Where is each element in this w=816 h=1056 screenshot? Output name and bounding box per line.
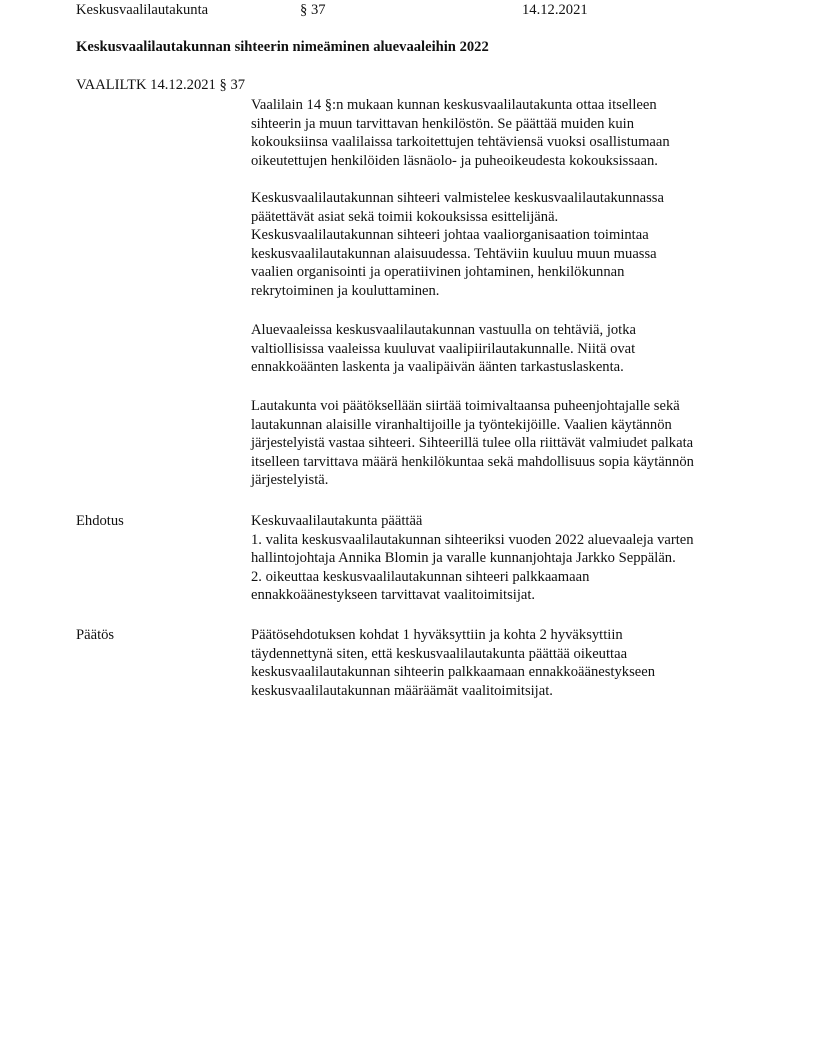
text-line: päätettävät asiat sekä toimii kokouksissa esittelijänä. <box>251 208 559 225</box>
body-paragraph-1 <box>251 96 670 170</box>
header-section: § 37 <box>300 2 326 18</box>
text-line: Päätösehdotuksen kohdat 1 hyväksyttiin ja kohta 2 hyväksyttiin <box>251 627 623 643</box>
text-line: Lautakunta voi päätöksellään siirtää toimivaltaansa puheenjohtajalle sekä <box>251 398 680 414</box>
meeting-reference: VAALILTK 14.12.2021 § 37 <box>76 77 246 93</box>
decision-label: Päätös <box>76 627 115 643</box>
text-line: rekrytoiminen ja kouluttaminen. <box>251 282 440 299</box>
text-line: keskusvaalilautakunnan alaisuudessa. Tehtäviin kuuluu muun muassa <box>251 245 657 262</box>
text-line: keskusvaalilautakunnan sihteerin palkkaamaan ennakkoäänestykseen <box>251 664 656 680</box>
text-line: hallintojohtaja Annika Blomin ja varalle kunnanjohtaja Jarkko Seppälän. <box>251 550 676 566</box>
text-line: täydennettynä siten, että keskusvaalilautakunta päättää oikeuttaa <box>251 645 628 662</box>
decision-text <box>251 626 655 700</box>
text-line: järjestelyistä. <box>251 472 329 488</box>
document-title: Keskusvaalilautakunnan sihteerin nimeäminen aluevaaleihin 2022 <box>76 39 489 55</box>
text-line: järjestelyistä vastaa sihteeri. Sihteerillä tulee olla riittävät valmiudet palkata <box>251 435 694 451</box>
text-line: valtiollisissa vaaleissa kuuluvat vaalipiirilautakunnalle. Niitä ovat <box>251 340 636 357</box>
text-line: kokouksiinsa vaalilaissa tarkoitettujen tehtäviensä vuoksi osallistumaan <box>251 134 670 150</box>
text-line: keskusvaalilautakunnan määräämät vaalitoimitsijat. <box>251 682 553 699</box>
text-line: 1. valita keskusvaalilautakunnan sihteeriksi vuoden 2022 aluevaaleja varten <box>251 531 694 548</box>
body-paragraph-4 <box>251 397 694 490</box>
text-line: lautakunnan alaisille viranhaltijoille ja työntekijöille. Vaalien käytännön <box>251 416 672 433</box>
proposal-label: Ehdotus <box>76 513 124 529</box>
text-line: 2. oikeuttaa keskusvaalilautakunnan sihteeri palkkaamaan <box>251 568 590 585</box>
text-line: Keskuvaalilautakunta päättää <box>251 513 423 529</box>
text-line: vaalien organisointi ja operatiivinen johtaminen, henkilökunnan <box>251 264 625 280</box>
body-paragraph-3 <box>251 321 636 377</box>
text-line: Vaalilain 14 §:n mukaan kunnan keskusvaalilautakunta ottaa itselleen <box>251 97 657 113</box>
text-line: oikeutettujen henkilöiden läsnäolo- ja puheoikeudesta kokouksissaan. <box>251 152 658 169</box>
text-line: Keskusvaalilautakunnan sihteeri johtaa vaaliorganisaation toimintaa <box>251 227 649 243</box>
text-line: ennakkoäänestykseen tarvittavat vaalitoimitsijat. <box>251 587 536 603</box>
proposal-text <box>251 512 694 605</box>
text-line: Keskusvaalilautakunnan sihteeri valmistelee keskusvaalilautakunnassa <box>251 190 664 206</box>
text-line: ennakkoäänten laskenta ja vaalipäivän äänten tarkastuslaskenta. <box>251 359 624 375</box>
text-line: Aluevaaleissa keskusvaalilautakunnan vastuulla on tehtäviä, jotka <box>251 322 636 338</box>
text-line: sihteerin ja muun tarvittavan henkilöstön. Se päättää muiden kuin <box>251 115 634 132</box>
body-paragraph-2 <box>251 189 664 300</box>
header-committee: Keskusvaalilautakunta <box>76 2 209 18</box>
text-line: itselleen tarvittava määrä henkilökuntaa sekä mahdollisuus sopia käytännön <box>251 453 694 470</box>
header-date: 14.12.2021 <box>522 2 588 18</box>
